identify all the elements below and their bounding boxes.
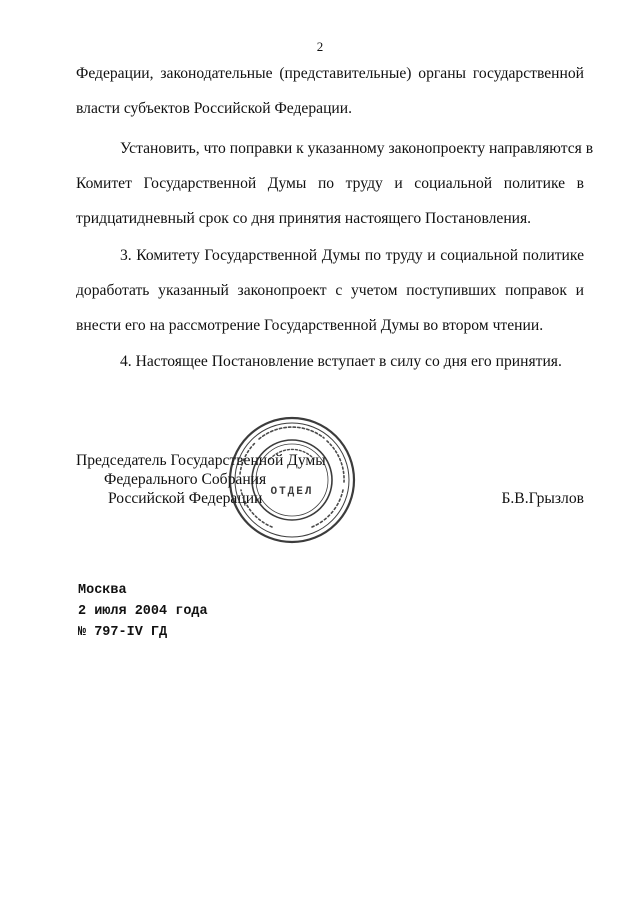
signatory-name: Б.В.Грызлов (501, 490, 584, 507)
text-line: 3. Комитету Государственной Думы по труду и социальной политике (120, 247, 584, 264)
signatory-title: Председатель Государственной Думы (76, 452, 326, 469)
text-line: Федерации, законодательные (представительные) органы государственной (76, 65, 584, 82)
paragraph (76, 246, 584, 351)
paragraph (76, 64, 584, 134)
text-line: тридцатидневный срок со дня принятия настоящего Постановления. (76, 210, 532, 227)
text-line: Установить, что поправки к указанному законопроекту направляются в (120, 140, 594, 157)
date: 2 июля 2004 года (78, 604, 208, 619)
text-line: внести его на рассмотрение Государственной Думы во втором чтении. (76, 317, 544, 334)
text-line: власти субъектов Российской Федерации. (76, 100, 353, 117)
signatory-title: Федерального Собрания (104, 471, 267, 488)
text-line: доработать указанный законопроект с учетом поступивших поправок и (76, 282, 584, 299)
text-line: 4. Настоящее Постановление вступает в силу со дня его принятия. (120, 353, 562, 370)
paragraph (76, 139, 594, 244)
place: Москва (78, 583, 127, 598)
signatory-title: Российской Федерации (108, 490, 263, 507)
document-footer (78, 580, 208, 643)
page-number: 2 (316, 39, 324, 54)
document-body (76, 64, 594, 387)
official-seal (226, 414, 358, 546)
paragraph (76, 352, 584, 387)
document-number: № 797-IV ГД (78, 625, 168, 640)
seal-center-text: ОТДЕЛ (270, 486, 314, 498)
text-line: Комитет Государственной Думы по труду и социальной политике в (76, 175, 584, 192)
